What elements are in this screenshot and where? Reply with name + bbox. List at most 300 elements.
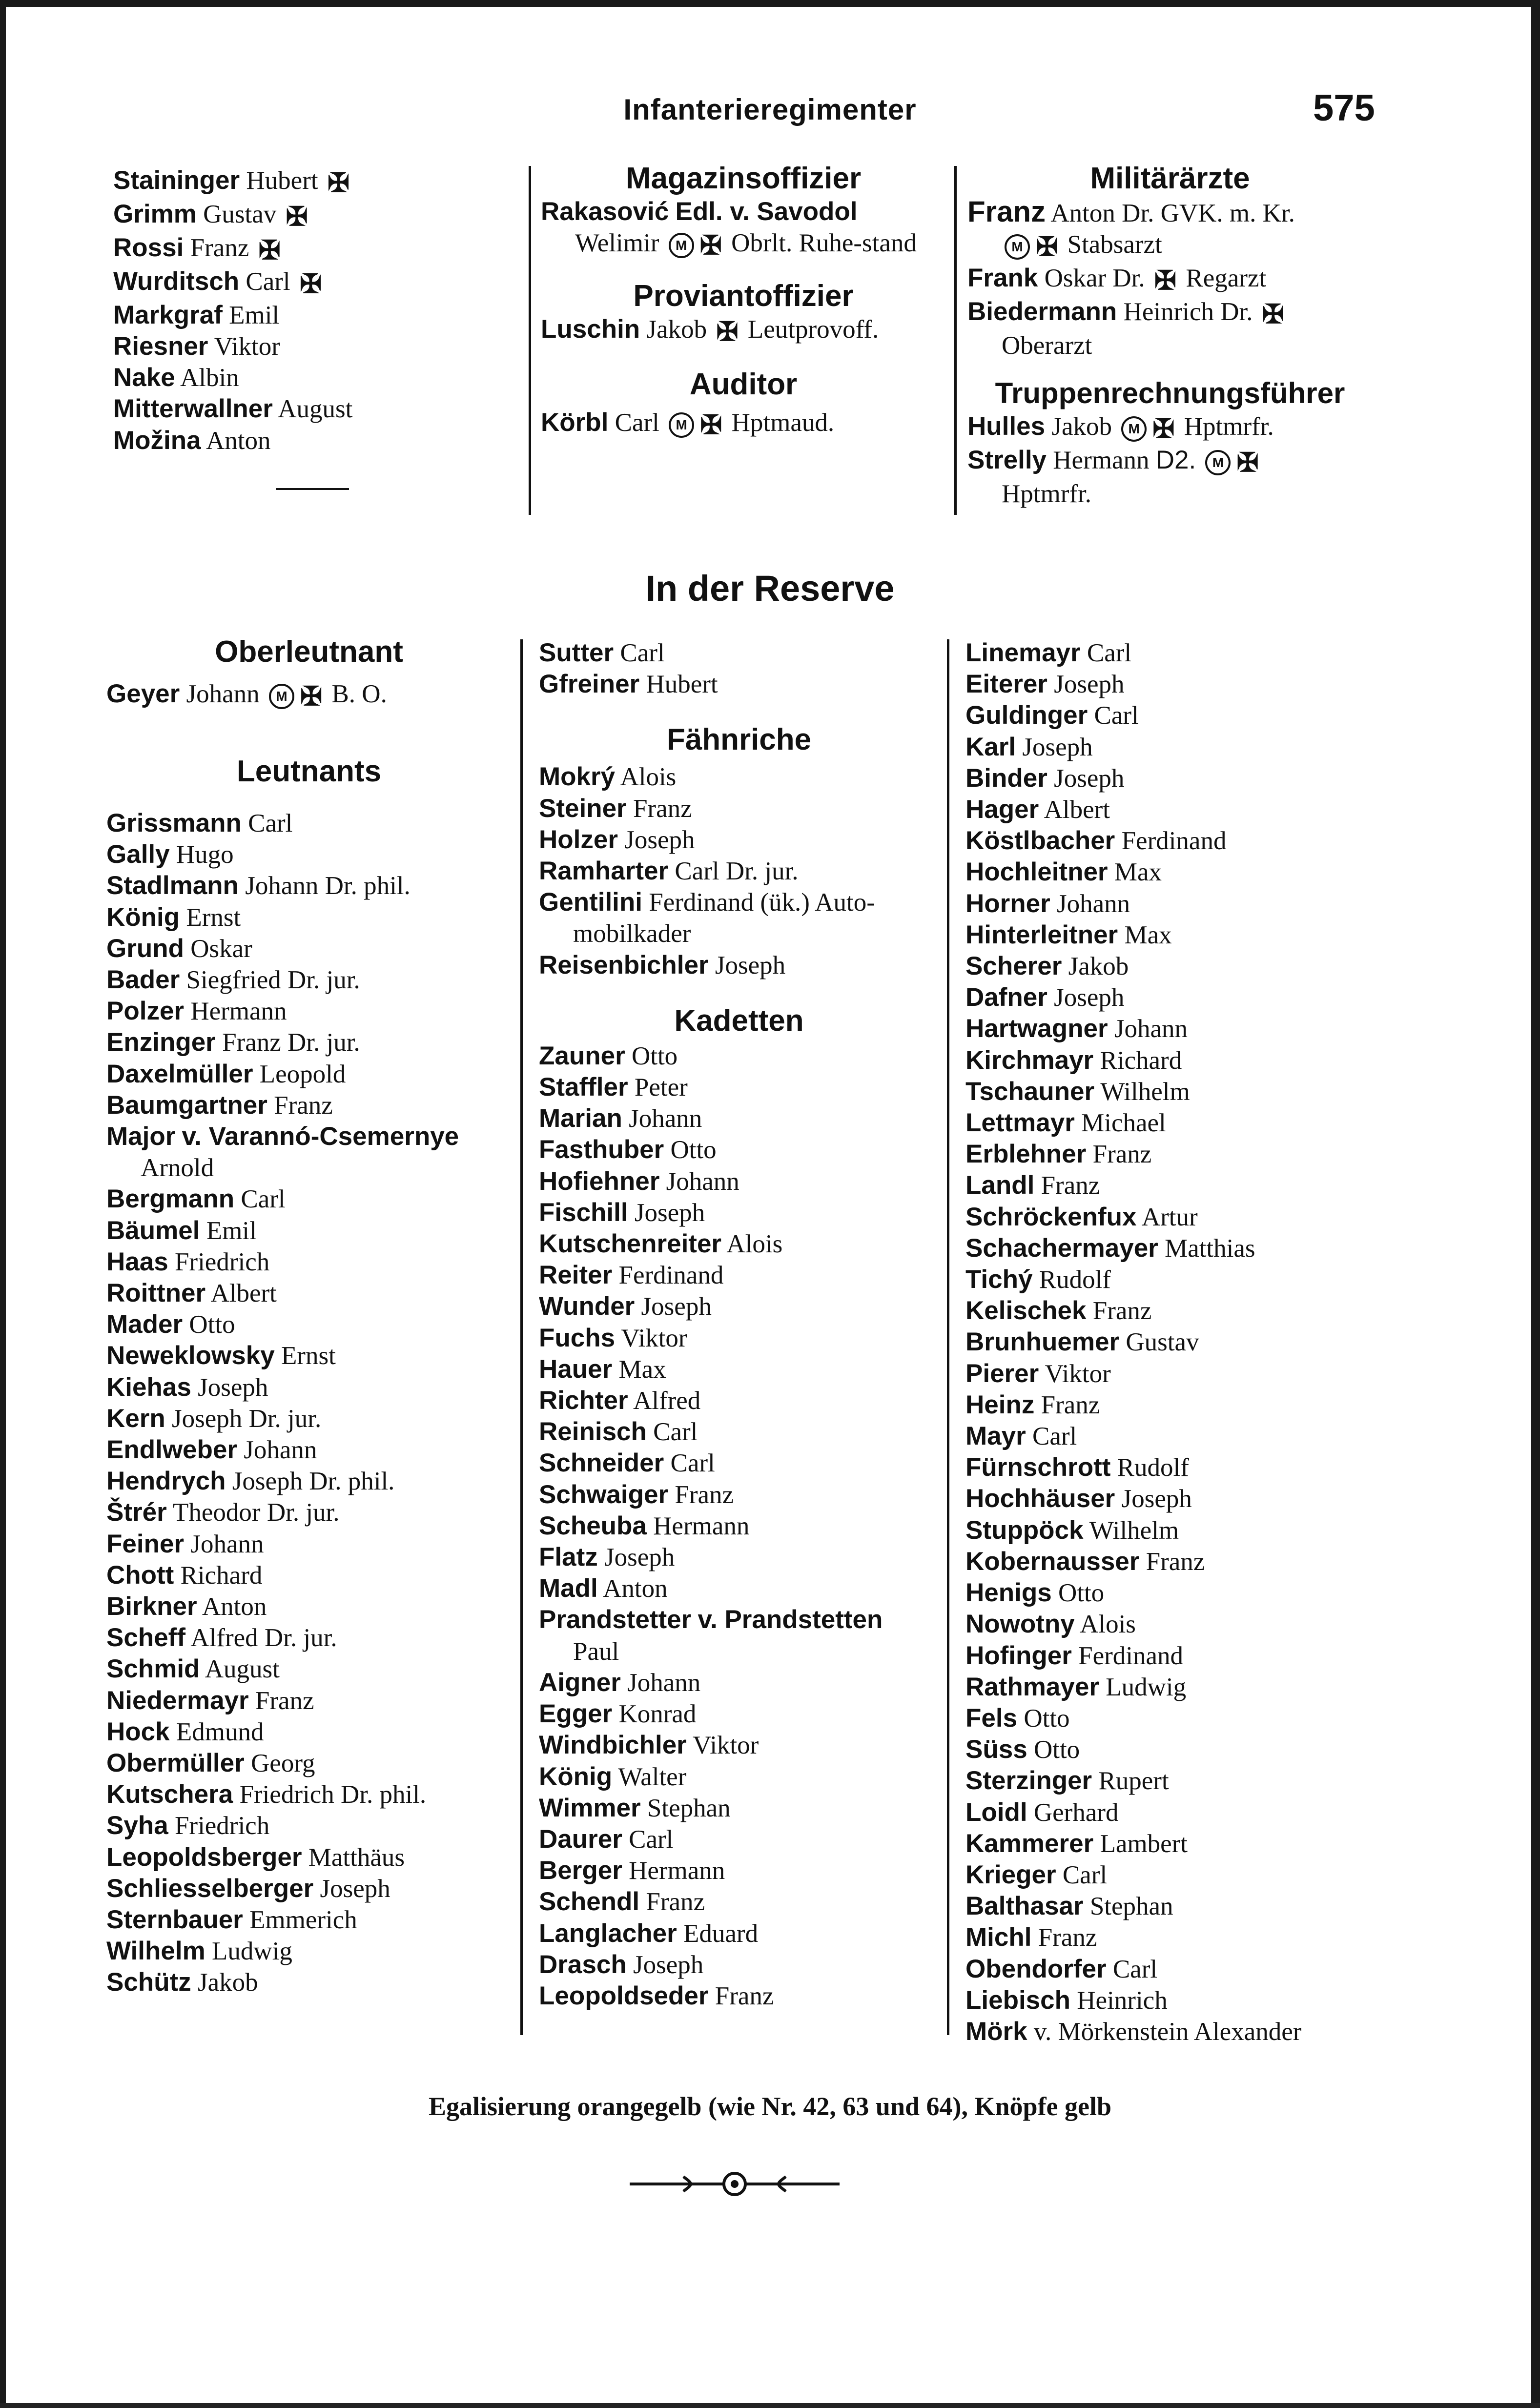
- surname: Mörk: [965, 2017, 1027, 2046]
- given-name: Hubert: [246, 166, 318, 195]
- given-name: Ludwig: [1106, 1673, 1187, 1701]
- list-item: [965, 669, 1366, 700]
- surname: Berger: [539, 1856, 622, 1885]
- list-item: [965, 1139, 1366, 1170]
- surname: Markgraf: [113, 300, 223, 329]
- given-name: Carl: [246, 267, 290, 296]
- faehnriche-list: [539, 761, 939, 980]
- surname: Daurer: [539, 1824, 622, 1854]
- reserve-heading: In der Reserve: [645, 568, 895, 609]
- surname: Steiner: [539, 794, 627, 823]
- surname: Aigner: [539, 1668, 621, 1697]
- surname: Pierer: [965, 1359, 1039, 1388]
- arzt-entry-1-cont: [967, 229, 1373, 263]
- list-item: [106, 1340, 512, 1371]
- list-item: [106, 1278, 512, 1309]
- given-name: Carl Dr. jur.: [675, 857, 799, 886]
- surname: Eiterer: [965, 670, 1047, 699]
- given-name: Welimir: [575, 229, 659, 258]
- rank: Obrlt. Ruhe-stand: [731, 229, 917, 258]
- given-name: Hugo: [176, 840, 234, 869]
- surname: Schliesselberger: [106, 1874, 314, 1903]
- surname: Grimm: [113, 199, 197, 228]
- given-name: Franz: [1092, 1297, 1152, 1326]
- rank: Hptmrfr.: [1002, 480, 1091, 509]
- surname: Bäumel: [106, 1216, 200, 1245]
- cross-icon: ✠: [299, 269, 322, 299]
- surname: Liebisch: [965, 1985, 1071, 2015]
- given-name: Johann: [1114, 1015, 1188, 1043]
- given-name: Ludwig: [211, 1937, 292, 1966]
- list-item: [539, 1980, 939, 2012]
- list-item: [539, 1448, 939, 1479]
- top-middle-column: [541, 161, 946, 441]
- arzt-entry-1: [967, 196, 1373, 229]
- list-item: [106, 1403, 512, 1434]
- running-title: Infanterieregimenter: [623, 93, 917, 126]
- magazinsoffizier-heading: Magazinsoffizier: [625, 162, 862, 195]
- surname: Polzer: [106, 997, 185, 1026]
- given-name: Carl: [1032, 1422, 1077, 1451]
- given-name: Carl: [670, 1449, 715, 1478]
- surname: Birkner: [106, 1592, 197, 1621]
- list-item: [113, 331, 518, 362]
- given-name: Matthias: [1165, 1234, 1255, 1263]
- given-name: Heinrich: [1077, 1986, 1168, 2015]
- list-item: [106, 808, 512, 839]
- given-name: Ernst: [281, 1342, 336, 1370]
- list-item: [539, 1824, 939, 1855]
- medal-icon: M: [1121, 416, 1147, 442]
- list-item: [106, 1466, 512, 1497]
- list-item: [106, 1560, 512, 1591]
- list-item: [539, 1542, 939, 1573]
- surname: Köstlbacher: [965, 826, 1115, 856]
- given-name: Hermann: [653, 1511, 750, 1540]
- kadetten-heading: Kadetten: [674, 1003, 804, 1038]
- name-detail: Oskar Dr.: [1044, 264, 1145, 293]
- surname: Riesner: [113, 331, 208, 361]
- given-name: Alois: [726, 1230, 783, 1259]
- surname: Fischill: [539, 1198, 628, 1227]
- given-name: Carl: [615, 408, 659, 437]
- list-item: [965, 1828, 1366, 1859]
- given-name: v. Varannó-Csemernye: [182, 1122, 459, 1151]
- list-item: [106, 1810, 512, 1841]
- list-item: [106, 1184, 512, 1215]
- given-name: Jakob: [197, 1968, 258, 1997]
- given-name: Anton: [603, 1574, 668, 1603]
- surname: Kiehas: [106, 1372, 191, 1402]
- surname: Mitterwallner: [113, 394, 273, 424]
- list-item: [539, 1228, 939, 1260]
- list-item: [965, 1734, 1366, 1765]
- surname: Wurditsch: [113, 266, 240, 296]
- surname: Brunhuemer: [965, 1327, 1120, 1357]
- cross-icon: ✠: [1236, 448, 1259, 477]
- given-name: Joseph: [1022, 733, 1093, 761]
- name-suffix: Edl. v. Savodol: [675, 197, 858, 226]
- surname: Grund: [106, 934, 184, 963]
- rank: Regarzt: [1186, 264, 1267, 293]
- given-name: Franz Dr. jur.: [222, 1028, 360, 1057]
- surname: Daxelmüller: [106, 1059, 253, 1088]
- surname: Leopoldsberger: [106, 1842, 302, 1872]
- given-name: Viktor: [214, 332, 280, 361]
- list-item: [539, 824, 939, 856]
- column-rule: [954, 166, 957, 515]
- cross-icon: ✠: [1152, 414, 1175, 444]
- given-name: Rupert: [1098, 1767, 1169, 1796]
- given-name: Otto: [1024, 1704, 1070, 1733]
- surname: Erblehner: [965, 1140, 1087, 1169]
- list-item: [539, 1604, 939, 1635]
- suffix: B. O.: [331, 680, 387, 708]
- rank: Oberarzt: [1002, 331, 1092, 360]
- given-name: Johann Dr. phil.: [245, 872, 411, 900]
- cross-icon: ✠: [327, 168, 350, 198]
- surname: Ramharter: [539, 857, 669, 886]
- given-name: Friedrich: [174, 1812, 270, 1840]
- given-name: Carl: [248, 809, 293, 837]
- given-name: Carl: [629, 1825, 674, 1854]
- surname: Rossi: [113, 233, 184, 262]
- surname: Enzinger: [106, 1028, 216, 1057]
- list-item: [106, 1748, 512, 1779]
- list-item: [539, 793, 939, 824]
- surname: Krieger: [965, 1860, 1056, 1889]
- surname: König: [106, 902, 180, 932]
- given-name: Artur: [1141, 1203, 1198, 1231]
- proviantoffizier-entry: [541, 314, 946, 347]
- surname: Prandstetter: [539, 1605, 692, 1634]
- list-item: [106, 1779, 512, 1810]
- given-name: Wilhelm: [1100, 1077, 1190, 1106]
- given-name: Theodor Dr. jur.: [173, 1498, 340, 1527]
- list-item: [113, 425, 518, 456]
- arzt-entry-3: [967, 296, 1373, 330]
- list-item: [965, 1264, 1366, 1295]
- given-name: Lambert: [1100, 1829, 1188, 1858]
- list-item: [539, 856, 939, 887]
- surname: Hendrych: [106, 1467, 226, 1496]
- list-item: [965, 1859, 1366, 1891]
- given-name: Ernst: [186, 903, 241, 932]
- surname: Michl: [965, 1923, 1032, 1952]
- list-item: [106, 1529, 512, 1560]
- surname: Lettmayr: [965, 1108, 1075, 1138]
- given-name: Edmund: [176, 1717, 264, 1746]
- arzt-entry-2: [967, 263, 1373, 296]
- given-name: Michael: [1081, 1109, 1166, 1138]
- cross-icon: ✠: [700, 410, 722, 440]
- list-item: [106, 1653, 512, 1685]
- list-item: [539, 1291, 939, 1322]
- kadetten-list: [539, 1041, 939, 2012]
- given-name: Joseph: [198, 1373, 268, 1402]
- surname: Hinterleitner: [965, 920, 1118, 949]
- arzt-entry-3-cont: [967, 330, 1373, 361]
- list-item: [106, 964, 512, 996]
- oberleutnant-entry: [106, 678, 512, 712]
- given-name: Johann: [627, 1668, 701, 1697]
- list-item: [106, 870, 512, 901]
- given-name: Richard: [180, 1561, 263, 1590]
- surname: Landl: [965, 1171, 1035, 1200]
- column-rule: [529, 166, 531, 515]
- surname: Wunder: [539, 1292, 635, 1321]
- given-name: Carl: [653, 1418, 698, 1447]
- list-item: [965, 1358, 1366, 1389]
- list-item: [965, 1326, 1366, 1358]
- list-item: [539, 1918, 939, 1949]
- given-name: Johann: [1057, 889, 1130, 918]
- given-name: Oskar: [190, 934, 252, 963]
- cross-icon: ✠: [1036, 232, 1058, 262]
- cross-icon: ✠: [1154, 265, 1177, 295]
- given-name: Alfred Dr. jur.: [190, 1624, 337, 1653]
- list-item: [965, 1170, 1366, 1201]
- rank: Hptmaud.: [731, 408, 835, 437]
- surname: Fürnschrott: [965, 1453, 1111, 1482]
- surname: Nake: [113, 363, 175, 392]
- surname: Schütz: [106, 1968, 191, 1997]
- list-item: [965, 1013, 1366, 1044]
- list-item: [106, 1434, 512, 1466]
- given-name: Joseph: [604, 1543, 675, 1572]
- given-name: Joseph: [1121, 1485, 1192, 1513]
- surname: Mader: [106, 1310, 183, 1339]
- list-item: [113, 393, 518, 425]
- list-item: [113, 266, 518, 300]
- given-name: Carl: [241, 1185, 286, 1214]
- surname: Schwaiger: [539, 1480, 669, 1509]
- list-item: [106, 1309, 512, 1340]
- list-item: [965, 1233, 1366, 1264]
- column-rule: [520, 639, 523, 2035]
- proviantoffizier-heading: Proviantoffizier: [633, 279, 854, 313]
- list-item: [965, 1609, 1366, 1640]
- auditor-heading: Auditor: [689, 367, 798, 402]
- surname: Mayr: [965, 1422, 1026, 1451]
- given-name: Franz: [715, 1981, 774, 2010]
- given-name: Otto: [1058, 1579, 1105, 1608]
- given-name: Franz: [190, 233, 249, 262]
- list-item: [106, 1936, 512, 1967]
- medal-icon: M: [669, 412, 694, 438]
- given-name: Albert: [210, 1279, 277, 1307]
- surname: Reisenbichler: [539, 950, 709, 980]
- list-item: [539, 637, 939, 669]
- list-item: [965, 1985, 1366, 2016]
- list-item: [965, 825, 1366, 857]
- given-name: Max: [618, 1355, 666, 1384]
- cross-icon: ✠: [286, 202, 308, 231]
- list-item: [539, 1072, 939, 1103]
- given-name: Eduard: [683, 1919, 759, 1948]
- section-divider: [276, 488, 349, 490]
- list-item: [539, 1197, 939, 1228]
- surname: Gfreiner: [539, 670, 640, 699]
- list-item: [965, 1797, 1366, 1828]
- given-name: Joseph: [1054, 670, 1125, 699]
- surname: Grissmann: [106, 808, 242, 837]
- medal-icon: M: [1005, 234, 1030, 260]
- list-item: [113, 362, 518, 393]
- given-name: Carl: [1087, 639, 1132, 667]
- list-item: [106, 1121, 512, 1152]
- given-name: Friedrich Dr. phil.: [239, 1780, 427, 1809]
- reserve-middle-column: [539, 637, 939, 2012]
- rechnungsfuehrer-entry-2-cont: [967, 478, 1373, 510]
- list-item: [539, 950, 939, 981]
- list-item: [106, 1591, 512, 1622]
- surname: Mokrý: [539, 762, 616, 792]
- surname: Kirchmayr: [965, 1045, 1094, 1075]
- surname: Scheff: [106, 1623, 185, 1653]
- surname: Niedermayr: [106, 1686, 249, 1715]
- surname: Franz: [967, 195, 1046, 228]
- surname: Linemayr: [965, 638, 1081, 667]
- surname: Hofinger: [965, 1641, 1072, 1670]
- mid-top-list: [539, 637, 939, 700]
- surname: Hochleitner: [965, 857, 1108, 887]
- surname: Obermüller: [106, 1749, 245, 1778]
- given-name: v. Prandstetten: [698, 1605, 883, 1634]
- surname: Hofiehner: [539, 1166, 660, 1196]
- list-item: [965, 857, 1366, 888]
- list-item: [539, 761, 939, 793]
- given-name: Hermann: [190, 997, 287, 1026]
- list-item: [965, 951, 1366, 982]
- list-item: [106, 996, 512, 1027]
- list-item: [539, 1667, 939, 1698]
- surname: Drasch: [539, 1950, 627, 1979]
- surname: Bader: [106, 965, 180, 994]
- given-name: Joseph: [633, 1950, 704, 1979]
- surname: Hager: [965, 795, 1039, 824]
- given-name: Stephan: [1089, 1892, 1173, 1921]
- surname: Haas: [106, 1247, 168, 1276]
- given-name: v. Mörkenstein Alexander: [1033, 2017, 1302, 2046]
- given-name: Viktor: [1045, 1359, 1111, 1388]
- list-item: [106, 1716, 512, 1748]
- surname: Major: [106, 1122, 176, 1151]
- militaerarzte-heading: Militärärzte: [1090, 162, 1250, 195]
- list-item: [113, 165, 518, 199]
- rechnungsfuehrer-entry-1: [967, 411, 1373, 445]
- given-name: Friedrich: [174, 1247, 270, 1276]
- oberleutnant-heading: Oberleutnant: [215, 635, 403, 669]
- given-name: Siegfried Dr. jur.: [186, 965, 360, 994]
- reserve-right-column: [965, 637, 1366, 2047]
- surname: Staininger: [113, 166, 240, 195]
- given-name: Konrad: [618, 1700, 697, 1729]
- surname: Kobernausser: [965, 1547, 1140, 1576]
- given-name: Johann: [244, 1436, 317, 1464]
- given-name: Otto: [631, 1041, 678, 1070]
- given-name: August: [205, 1655, 280, 1684]
- surname: Binder: [965, 763, 1047, 793]
- surname: Heinz: [965, 1390, 1035, 1419]
- surname: Scheuba: [539, 1511, 647, 1540]
- given-name: Wilhelm: [1089, 1516, 1179, 1545]
- surname: Frank: [967, 264, 1038, 293]
- surname: Staffler: [539, 1073, 628, 1102]
- list-item: [106, 1059, 512, 1090]
- surname: Bergmann: [106, 1184, 235, 1214]
- top-left-list: [113, 165, 518, 456]
- surname: Richter: [539, 1386, 628, 1415]
- given-name: Franz: [1041, 1171, 1100, 1200]
- list-item-cont: mobilkader: [573, 919, 691, 948]
- given-name: Emil: [229, 301, 280, 329]
- surname: Wimmer: [539, 1793, 641, 1822]
- footer-note: Egalisierung orangegelb (wie Nr. 42, 63 und 64), Knöpfe gelb: [428, 2092, 1112, 2121]
- given-name: Hermann: [629, 1857, 725, 1885]
- given-name: Peter: [634, 1073, 688, 1102]
- given-name: Anton: [205, 426, 271, 455]
- surname: Dafner: [965, 983, 1047, 1012]
- given-name: Joseph: [715, 951, 786, 980]
- list-item: [965, 1546, 1366, 1577]
- given-name: Alois: [1080, 1610, 1136, 1639]
- surname: Kelischek: [965, 1296, 1087, 1326]
- given-name: Stephan: [647, 1794, 731, 1822]
- given-name: Franz: [274, 1091, 333, 1120]
- given-name: Carl: [1112, 1955, 1158, 1983]
- rechnungsfuehrer-entry-2: [967, 445, 1373, 478]
- list-item: [539, 1698, 939, 1730]
- given-name: Matthäus: [308, 1843, 405, 1872]
- surname: Feiner: [106, 1529, 185, 1558]
- surname: Sutter: [539, 638, 614, 667]
- cross-icon: ✠: [699, 230, 722, 260]
- medal-icon: M: [669, 233, 694, 258]
- page-number: 575: [1313, 87, 1375, 129]
- given-name: Joseph: [1054, 764, 1125, 793]
- list-item: [539, 1416, 939, 1448]
- given-name: Anton: [202, 1592, 267, 1621]
- leutnants-list: [106, 808, 512, 1999]
- surname: Možina: [113, 426, 201, 455]
- surname: Balthasar: [965, 1892, 1084, 1921]
- surname: Nowotny: [965, 1610, 1075, 1639]
- list-item: [965, 1107, 1366, 1139]
- given-name: Johann: [190, 1530, 264, 1558]
- given-name: Franz: [1038, 1923, 1097, 1952]
- scan-border-left: [0, 0, 6, 2408]
- surname: Kutschera: [106, 1780, 233, 1809]
- list-item: [965, 700, 1366, 731]
- surname: Hock: [106, 1717, 170, 1746]
- given-name: Joseph: [624, 825, 695, 854]
- given-name: Ferdinand: [1121, 827, 1227, 856]
- rank: Stabsarzt: [1067, 230, 1162, 259]
- given-name: Franz: [633, 794, 692, 823]
- list-item: [106, 1873, 512, 1904]
- given-name: Joseph: [634, 1198, 705, 1227]
- list-item: [113, 300, 518, 331]
- list-item: [539, 1949, 939, 1980]
- surname: Stadlmann: [106, 871, 239, 900]
- surname: Egger: [539, 1699, 613, 1729]
- given-name: Jakob: [646, 315, 707, 344]
- list-item: [106, 1967, 512, 1998]
- cross-icon: ✠: [1262, 299, 1284, 329]
- list-item: [539, 1166, 939, 1197]
- surname: Wilhelm: [106, 1937, 205, 1966]
